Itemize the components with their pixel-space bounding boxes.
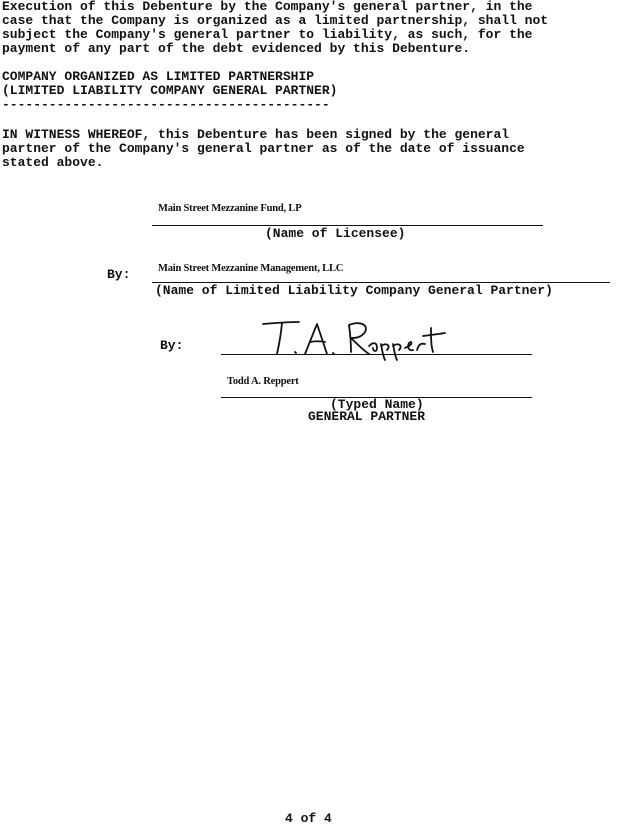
typed-name: Todd A. Reppert [227, 376, 299, 387]
witness-line-2: partner of the Company's general partner as of the date of issuance [2, 141, 525, 156]
handwritten-signature [255, 316, 455, 362]
heading-line-1: COMPANY ORGANIZED AS LIMITED PARTNERSHIP [2, 69, 315, 84]
witness-line-1: IN WITNESS WHEREOF, this Debenture has been signed by the general [2, 127, 510, 142]
page-number: 4 of 4 [285, 811, 332, 826]
heading-dashes: ------------------------------------------ [2, 97, 330, 112]
licensee-caption: (Name of Licensee) [265, 226, 406, 241]
typed-name-caption: (Typed Name) [330, 397, 424, 412]
heading-line-2: (LIMITED LIABILITY COMPANY GENERAL PARTNER) [2, 83, 338, 98]
llc-caption: (Name of Limited Liability Company General Partner) [155, 283, 553, 298]
signer-signature-line [221, 354, 532, 355]
by-label-2: By: [160, 338, 184, 353]
execution-line-1: Execution of this Debenture by the Company's general partner, in the [2, 0, 533, 14]
by-label-1: By: [107, 267, 131, 282]
execution-line-4: payment of any part of the debt evidenced by this Debenture. [2, 41, 471, 56]
execution-line-2: case that the Company is organized as a limited partnership, shall not [2, 13, 549, 28]
signer-title: GENERAL PARTNER [308, 409, 426, 424]
llc-name: Main Street Mezzanine Management, LLC [158, 263, 344, 274]
witness-line-3: stated above. [2, 155, 104, 170]
licensee-name: Main Street Mezzanine Fund, LP [158, 203, 302, 214]
execution-line-3: subject the Company's general partner to liability, as such, for the [2, 27, 533, 42]
